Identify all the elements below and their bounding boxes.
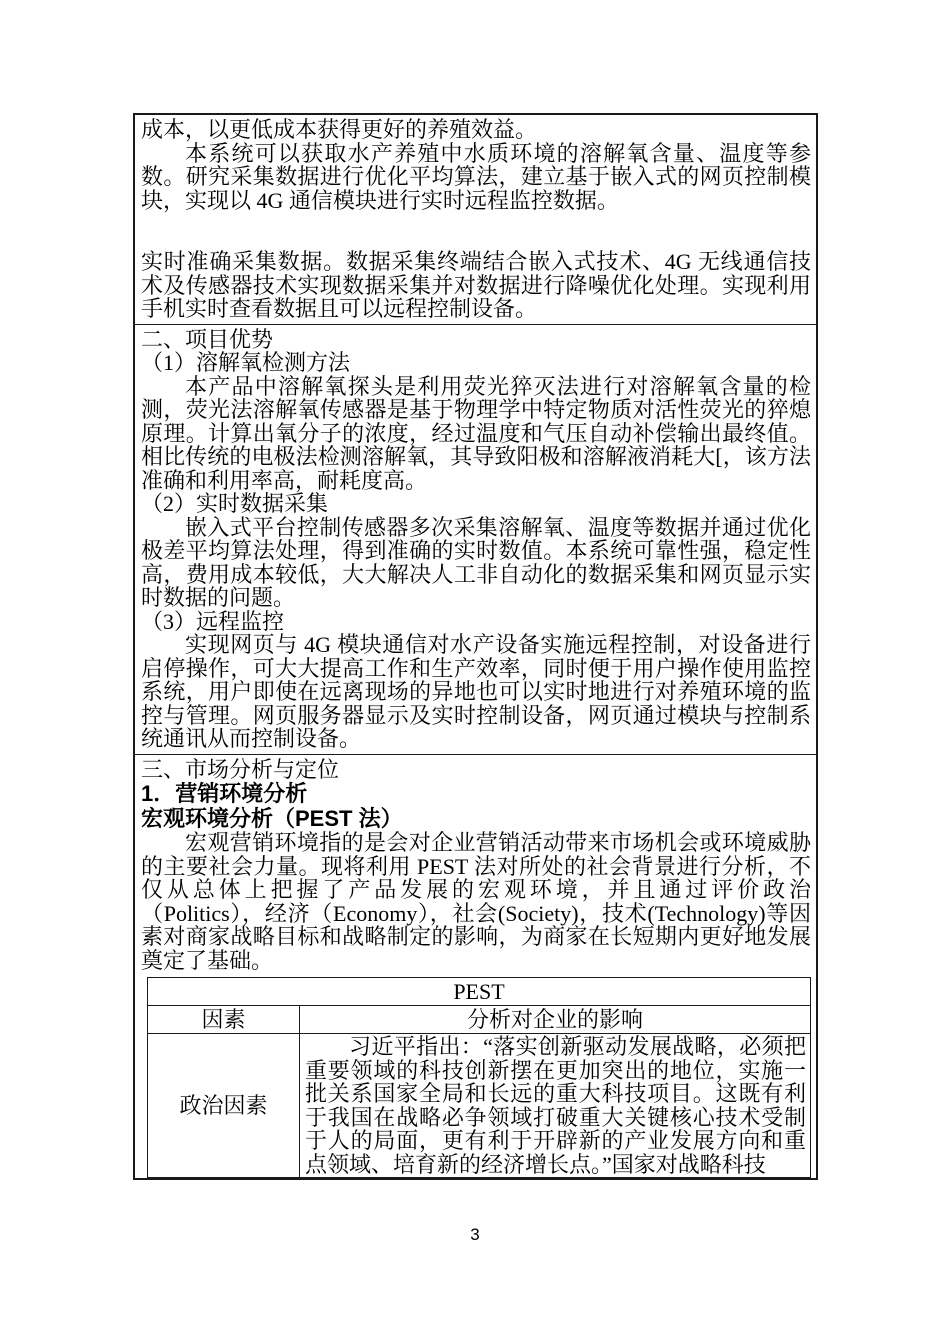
section-heading-market-analysis: 三、市场分析与定位	[141, 756, 340, 782]
paragraph-realtime-collection: 实时准确采集数据。数据采集终端结合嵌入式技术、4G 无线通信技术及传感器技术实现数据采集并对数据进行降噪优化处理。实现利用手机实时查看数据且可以远程控制设备。	[141, 249, 811, 321]
pest-table-title: PEST	[148, 978, 811, 1006]
blank-line	[141, 212, 811, 250]
factor-header-cell: 因素	[148, 1006, 300, 1034]
sub-heading-pest-method: 宏观环境分析（PEST 法）	[141, 806, 403, 831]
row-market-analysis	[135, 754, 816, 1179]
impact-header-cell: 分析对企业的影响	[300, 1006, 811, 1034]
subsection-title-realtime-data: （2）实时数据采集	[141, 491, 329, 516]
pest-title-row	[148, 978, 811, 1006]
paragraph-cost: 成本，以更低成本获得更好的养殖效益。	[141, 117, 538, 142]
paragraph-system-overview: 本系统可以获取水产养殖中水质环境的溶解氧含量、温度等参数。研究采集数据进行优化平均算法，建立基于嵌入式的网页控制模块，实现以 4G 通信模块进行实时远程监控数据。	[141, 140, 811, 213]
political-impact-cell	[300, 1034, 811, 1178]
subsection-body-remote-monitoring: 实现网页与 4G 模块通信对水产设备实施远程控制，对设备进行启停操作，可大大提高工作和生产效率，同时便于用户操作使用监控系统，用户即使在远离现场的异地也可以实时地进行对养殖环境的监控与管理。网页服务器显示及实时控制设备，网页通过模块与控制系统通讯从而控制设备。	[141, 632, 811, 751]
subsection-body-oxygen-detection: 本产品中溶解氧探头是利用荧光猝灭法进行对溶解氧含量的检测，荧光法溶解氧传感器是基于物理学中特定物质对活性荧光的猝熄原理。计算出氧分子的浓度，经过温度和气压自动补偿输出最终值。相比传统的电极法检测溶解氧，其导致阳极和溶解液消耗大[，该方法准确和利用率高，耐耗度高。	[141, 373, 811, 493]
section-heading-advantages: 二、项目优势	[141, 326, 274, 352]
page-number: 3	[470, 1225, 480, 1244]
pest-political-row	[148, 1034, 811, 1178]
subsection-title-remote-monitoring: （3）远程监控	[141, 608, 285, 634]
row-project-advantages	[135, 324, 816, 754]
paragraph-macro-environment: 宏观营销环境指的是会对企业营销活动带来市场机会或环境威胁的主要社会力量。现将利用 PEST 法对所处的社会背景进行分析，不仅从总体上把握了产品发展的宏观环境，并且通过评价政治（Politics），经济（Economy），社会(Society)，技术(Technology)等因素对商家战略目标和战略制定的影响，为商家在长短期内更好地发展奠定了基础。	[141, 830, 811, 973]
sub-heading-marketing-environment: 1．营销环境分析	[141, 781, 308, 806]
row-abstract-continued	[135, 115, 816, 324]
political-impact-text: 习近平指出：“落实创新驱动发展战略，必须把重要领域的科技创新摆在更加突出的地位，实施一批关系国家全局和长远的重大科技项目。这既有利于我国在战略必争领域打破重大关键核心技术受制于人的局面，更有利于开辟新的产业发展方向和重点领域、培育新的经济增长点。”国家对战略科技	[305, 1034, 806, 1177]
political-factor-cell: 政治因素	[148, 1034, 300, 1178]
content-table	[133, 113, 818, 1180]
subsection-body-realtime-data: 嵌入式平台控制传感器多次采集溶解氧、温度等数据并通过优化极差平均算法处理，得到准确的实时数值。本系统可靠性强，稳定性高，费用成本较低，大大解决人工非自动化的数据采集和网页显示实时数据的问题。	[141, 514, 811, 610]
subsection-title-oxygen-detection: （1）溶解氧检测方法	[141, 350, 351, 375]
pest-table	[147, 977, 811, 1178]
pest-header-row	[148, 1006, 811, 1034]
